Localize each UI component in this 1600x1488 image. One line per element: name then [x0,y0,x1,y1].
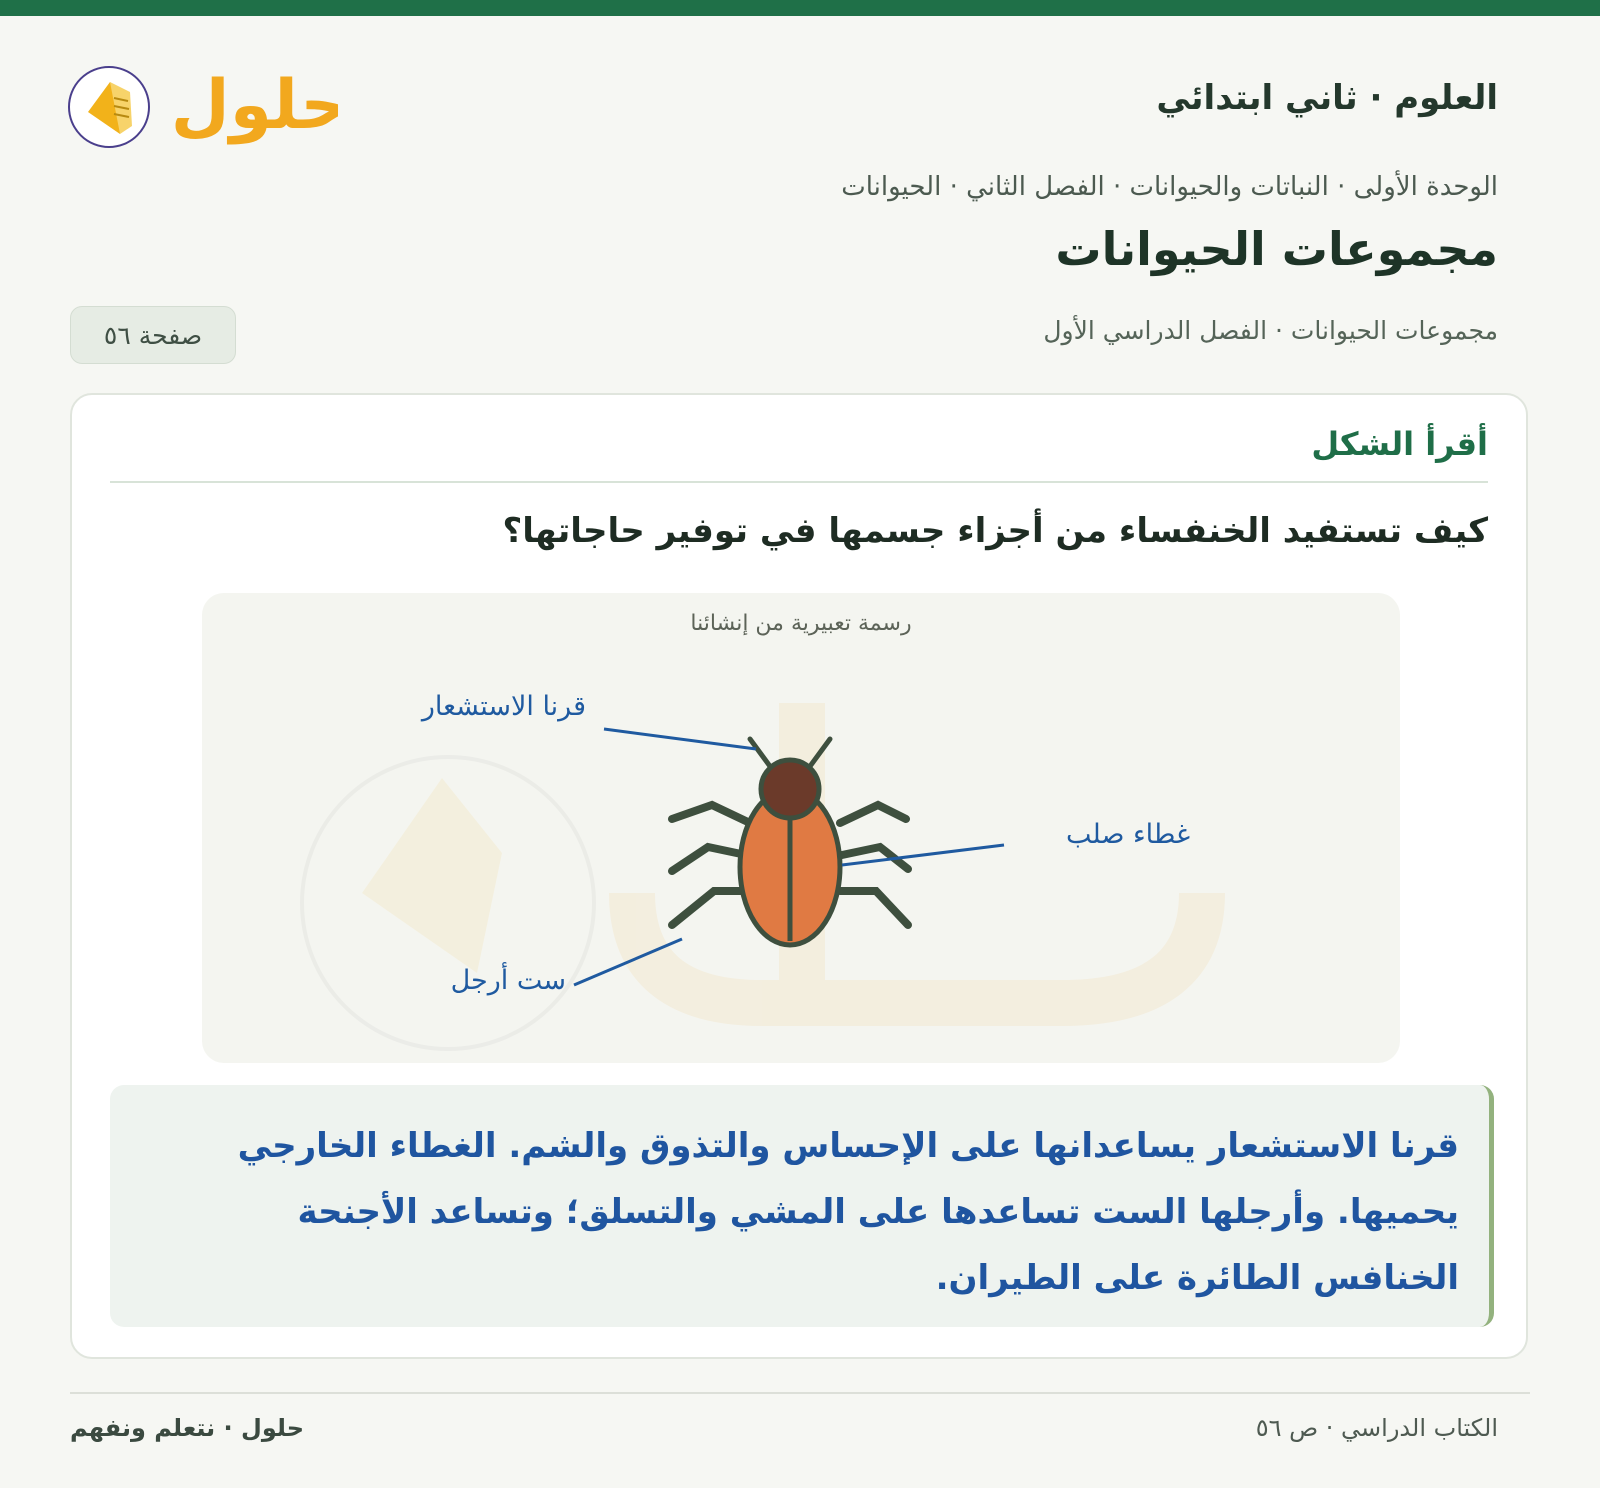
footer-brand[interactable]: حلول · نتعلم ونفهم [70,1414,304,1442]
site-logo[interactable] [68,42,338,162]
card-heading: أقرأ الشكل [1311,425,1488,463]
beetle-figure [202,593,1400,1063]
svg-text:حلول: حلول [170,66,338,145]
question-text: كيف تستفيد الخنفساء من أجزاء جسمها في توفير حاجاتها؟ [502,511,1488,551]
label-shell: غطاء صلب [1066,819,1191,850]
footer-source: الكتاب الدراسي · ص ٥٦ [1255,1414,1498,1442]
figure-caption: رسمة تعبيرية من إنشائنا [690,611,912,636]
page-title: مجموعات الحيوانات [1055,222,1498,276]
beetle-illustration [202,593,1400,1063]
top-accent-bar [0,0,1600,16]
card-divider [110,481,1488,483]
lesson-meta: مجموعات الحيوانات · الفصل الدراسي الأول [1043,316,1498,345]
subject-title: العلوم · ثاني ابتدائي [1156,78,1498,118]
page-number-badge: صفحة ٥٦ [70,306,236,364]
exercise-card [70,393,1528,1359]
label-antennae: قرنا الاستشعار [421,691,586,722]
breadcrumb: الوحدة الأولى · النباتات والحيوانات · الفصل الثاني · الحيوانات [841,172,1498,202]
beetle-head [761,760,819,818]
footer-divider [70,1392,1530,1394]
answer-box: قرنا الاستشعار يساعدانها على الإحساس والتذوق والشم. الغطاء الخارجي يحميها. وأرجلها الست تساعدها على المشي والتسلق؛ وتساعد الأجنحة الخنافس الطائرة على الطيران. [110,1085,1494,1327]
label-legs: ست أرجل [450,965,566,996]
